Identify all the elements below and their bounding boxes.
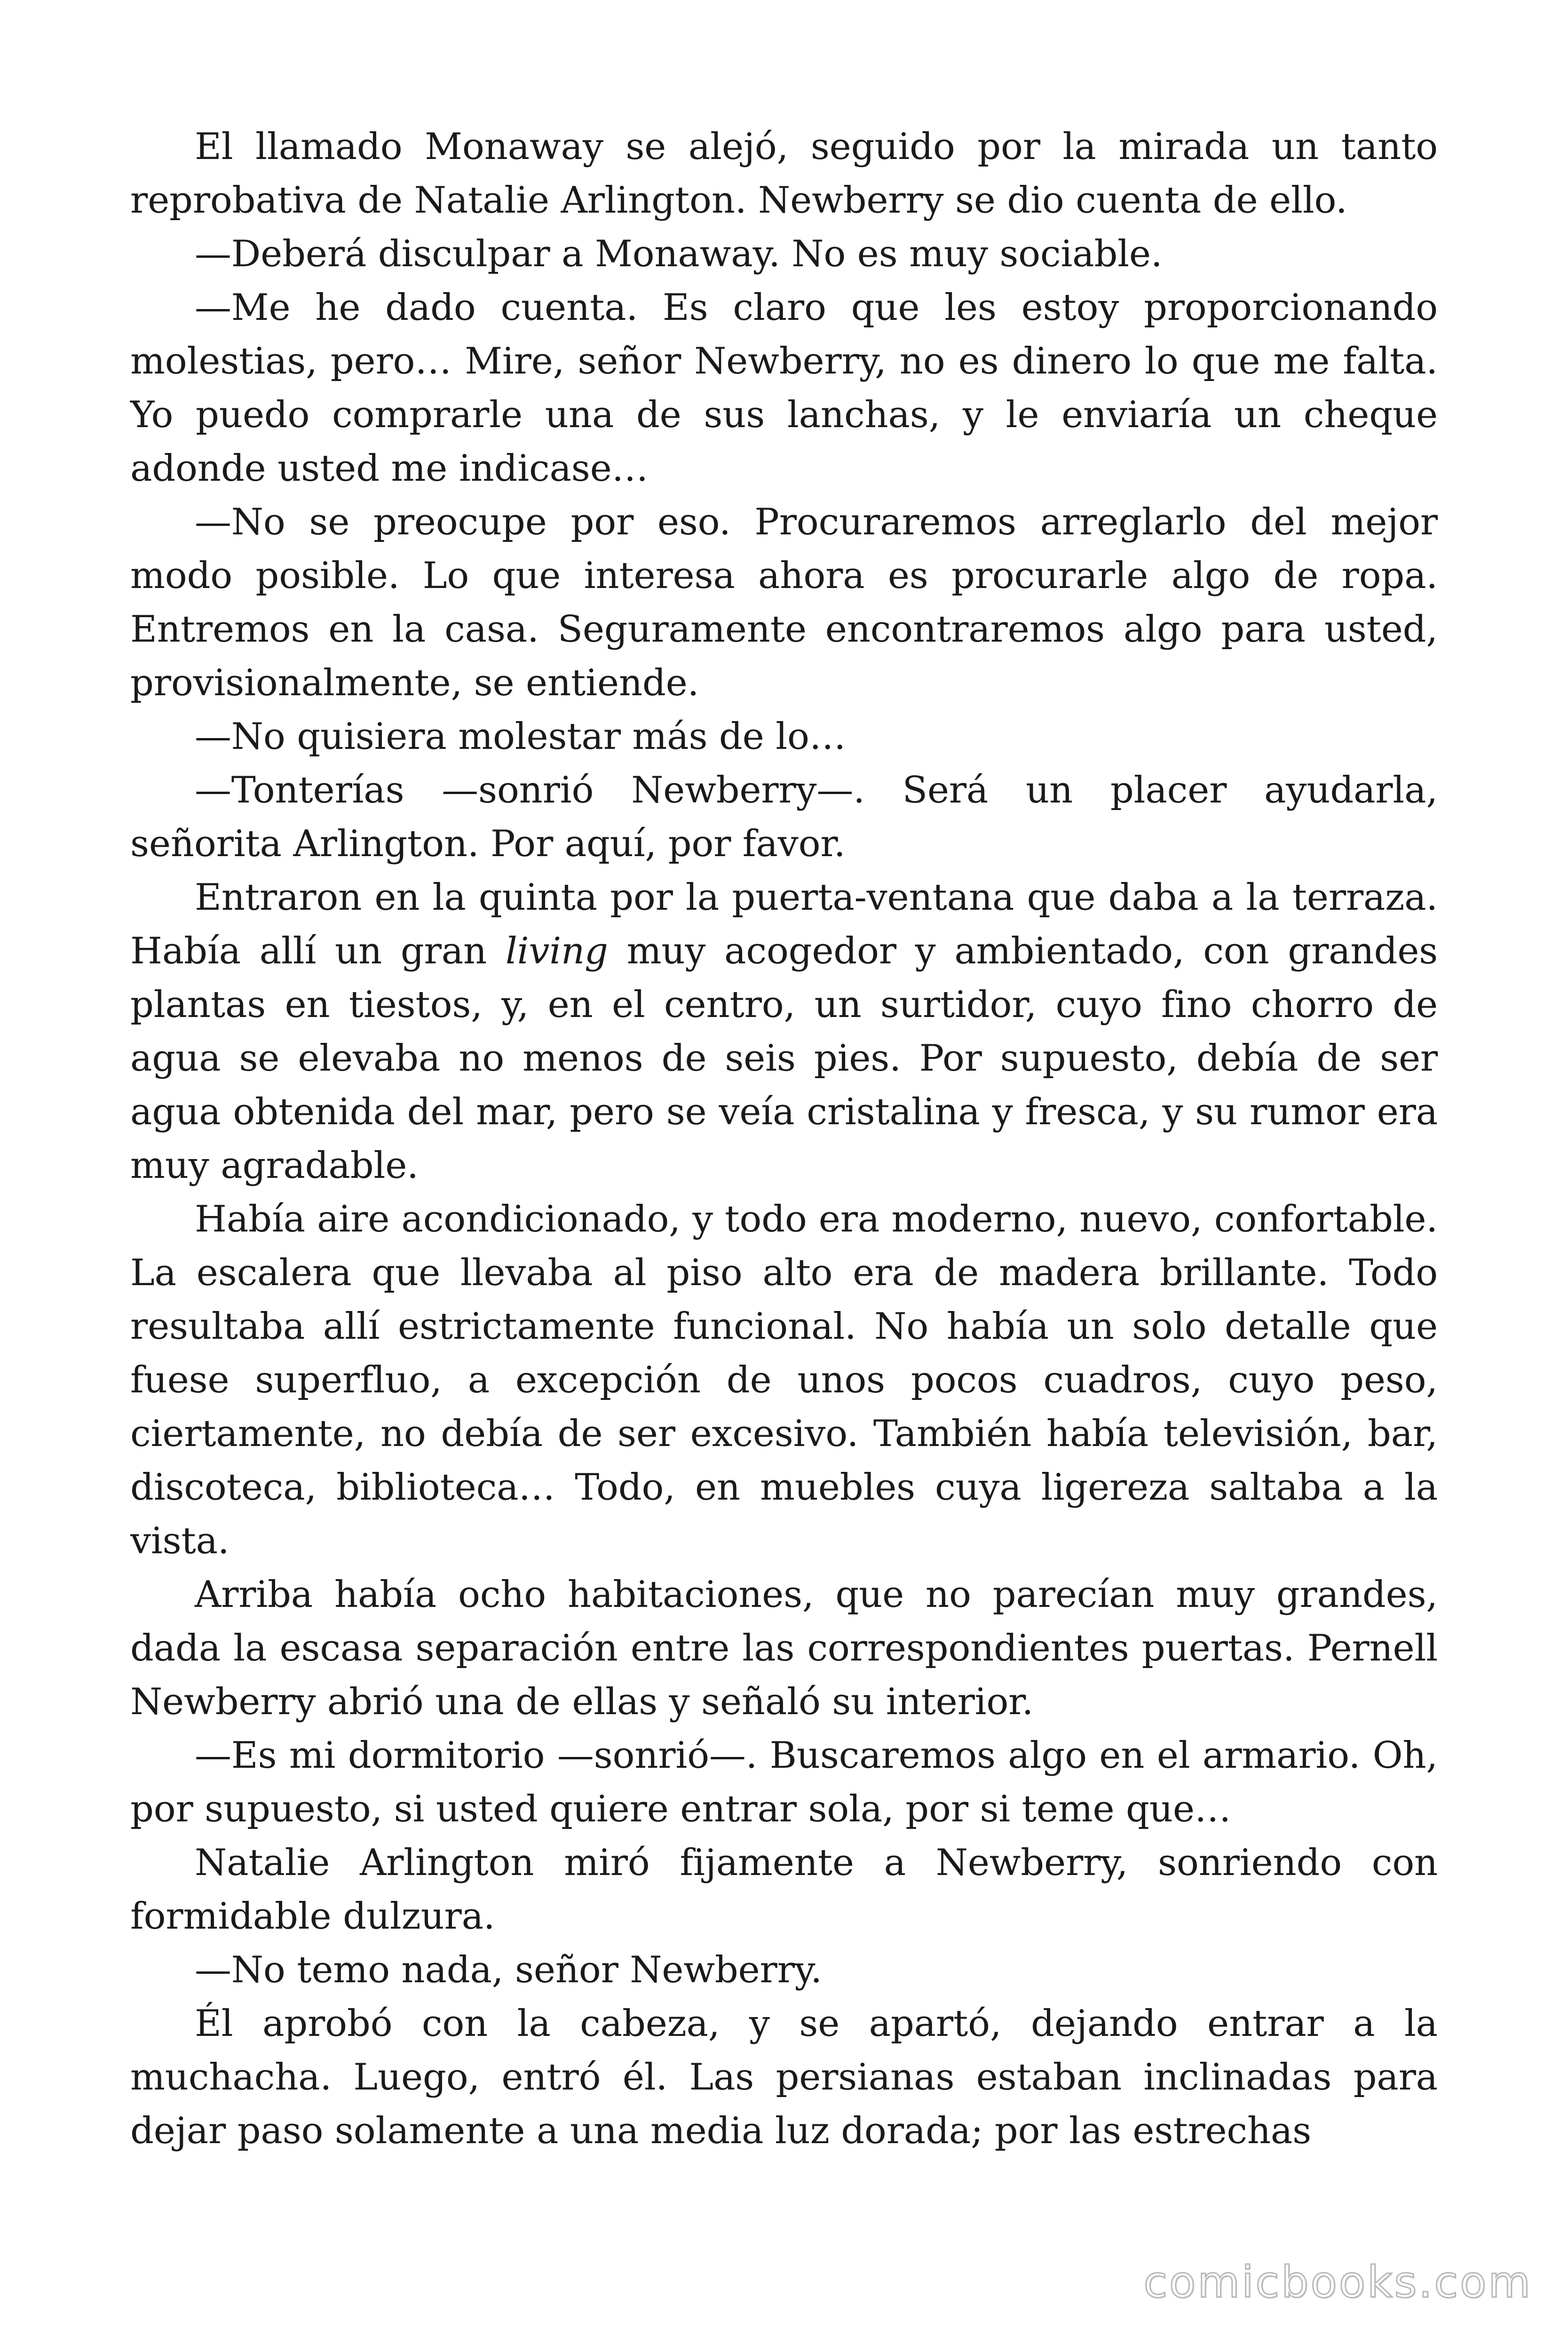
paragraph: —No temo nada, señor Newberry. [195, 1949, 822, 1991]
text-run: Entraron en la quinta por la puerta-ventana que daba a la terraza. Había allí un gran [130, 876, 1438, 972]
paragraph: —No quisiera molestar más de lo… [195, 715, 846, 758]
paragraph: —Tonterías —sonrió Newberry—. Será un placer ayudarla, señorita Arlington. Por aquí, por favor. [130, 769, 1438, 865]
watermark-logo: comicbooks.com [1143, 2257, 1532, 2307]
paragraph: El llamado Monaway se alejó, seguido por la mirada un tanto reprobativa de Natalie Arlington. Newberry se dio cuenta de ello. [130, 126, 1438, 222]
paragraph: —No se preocupe por eso. Procuraremos arreglarlo del mejor modo posible. Lo que interesa ahora es procurarle algo de ropa. Entremos en la casa. Seguramente encontraremos algo para usted, provisionalmente, se entiende. [130, 501, 1438, 704]
text-run: muy acogedor y ambientado, con grandes plantas en tiestos, y, en el centro, un surtidor, cuyo fino chorro de agua se elevaba no menos de seis pies. Por supuesto, debía de ser agua obtenida del mar, pero se veía cristalina y fresca, y su rumor era muy agradable. [130, 930, 1438, 1187]
paragraph-living [130, 871, 1438, 1192]
paragraph: —Me he dado cuenta. Es claro que les estoy proporcionando molestias, pero… Mire, señor Newberry, no es dinero lo que me falta. Yo puedo comprarle una de sus lanchas, y le enviaría un cheque adonde usted me indicase… [130, 286, 1438, 490]
paragraph: Natalie Arlington miró fijamente a Newberry, sonriendo con formidable dulzura. [130, 1842, 1438, 1938]
paragraph: Él aprobó con la cabeza, y se apartó, dejando entrar a la muchacha. Luego, entró él. Las persianas estaban inclinadas para dejar paso solamente a una media luz dorada; por las estrechas [130, 2002, 1438, 2152]
paragraph: —Es mi dormitorio —sonrió—. Buscaremos algo en el armario. Oh, por supuesto, si usted quiere entrar sola, por si teme que… [130, 1734, 1438, 1830]
italic-word: living [505, 930, 608, 972]
paragraph: Había aire acondicionado, y todo era moderno, nuevo, confortable. La escalera que llevaba al piso alto era de madera brillante. Todo resultaba allí estrictamente funcional. No había un solo detalle que fuese superfluo, a excepción de unos pocos cuadros, cuyo peso, ciertamente, no debía de ser excesivo. También había televisión, bar, discoteca, biblioteca… Todo, en muebles cuya ligereza saltaba a la vista. [130, 1198, 1438, 1562]
paragraph: Arriba había ocho habitaciones, que no parecían muy grandes, dada la escasa separación entre las correspondientes puertas. Pernell Newberry abrió una de ellas y señaló su interior. [130, 1573, 1438, 1723]
paragraph: —Deberá disculpar a Monaway. No es muy sociable. [195, 233, 1163, 275]
page-body [130, 120, 1438, 2158]
